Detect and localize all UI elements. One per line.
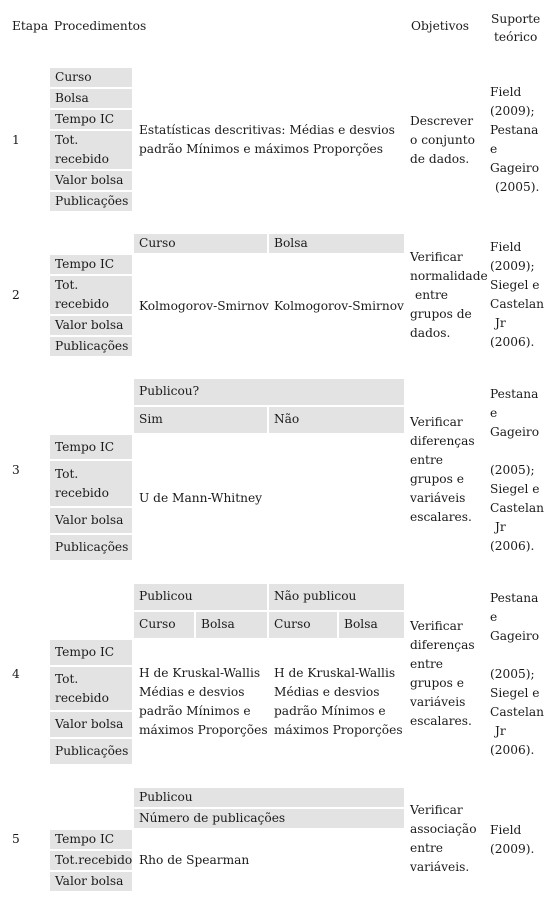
variable-cell: Curso (50, 68, 132, 87)
support-text: Field (2009). (490, 823, 535, 856)
variable-cell: Tot. recebido (50, 131, 132, 169)
variable-cell: Tempo IC (50, 255, 132, 274)
procedure-text: H de Kruskal-Wallis Médias e desvios padrão Mínimos e máximos Proporções (274, 666, 403, 737)
variable-cell: Valor bolsa (50, 872, 132, 891)
subgroup-header-cell: Bolsa (196, 612, 267, 638)
variable-cell: Valor bolsa (50, 171, 132, 190)
procedure-text: padrão Mínimos e máximos Proporções (139, 142, 383, 156)
support-text: Field (2009); Pestana e Gageiro (2005). (490, 85, 540, 194)
group-header-cell: Bolsa (269, 234, 404, 253)
procedure-text: U de Mann-Whitney (139, 491, 263, 505)
variable-cell: Bolsa (50, 89, 132, 108)
variable-cell: Tot.recebido (50, 851, 132, 870)
variable-cell: Tempo IC (50, 640, 132, 665)
col-header-procedimentos: Procedimentos (54, 19, 147, 33)
subgroup-header-cell: Curso (269, 612, 337, 638)
objective-text: Verificar normalidade entre grupos de dados. (410, 250, 488, 340)
group-header-cell: Publicou (134, 788, 404, 807)
objective-text: Verificar diferenças entre grupos e variáveis escalares. (410, 619, 475, 728)
group-header-cell: Não (269, 407, 404, 433)
procedure-text: Estatísticas descritivas: Médias e desvios (139, 123, 395, 137)
group-header-cell: Publicou (134, 584, 267, 610)
variable-cell: Valor bolsa (50, 508, 132, 533)
support-text: Pestana e Gageiro (2005); Siegel e Castelan Jr (2006). (490, 387, 544, 553)
stage-number: 3 (12, 463, 20, 477)
variable-cell: Tot. recebido (50, 276, 132, 314)
group-header-cell: Número de publicações (134, 809, 404, 828)
group-header-cell: Sim (134, 407, 267, 433)
subgroup-header-cell: Curso (134, 612, 194, 638)
procedure-text: Kolmogorov-Smirnov (274, 299, 404, 313)
variable-cell: Tot. recebido (50, 461, 132, 506)
stage-number: 2 (12, 288, 20, 302)
support-text: Pestana e Gageiro (2005); Siegel e Castelan Jr (2006). (490, 591, 544, 757)
col-header-suporte-1: Suporte (491, 12, 541, 26)
group-header-cell: Não publicou (269, 584, 404, 610)
subgroup-header-cell: Bolsa (339, 612, 404, 638)
variable-cell: Tempo IC (50, 110, 132, 129)
col-header-objetivos: Objetivos (411, 19, 470, 33)
variable-cell: Publicações (50, 192, 132, 211)
stage-number: 4 (12, 667, 20, 681)
col-header-etapa: Etapa (12, 19, 49, 33)
objective-text: Verificar associação entre variáveis. (410, 803, 477, 874)
variable-cell: Publicações (50, 337, 132, 356)
stage-number: 5 (12, 832, 20, 846)
variable-cell: Valor bolsa (50, 316, 132, 335)
objective-text: Descrever o conjunto de dados. (410, 114, 475, 166)
variable-cell: Publicações (50, 535, 132, 560)
variable-cell: Tempo IC (50, 830, 132, 849)
objective-text: Verificar diferenças entre grupos e variáveis escalares. (410, 415, 475, 524)
support-text: Field (2009); Siegel e Castelan Jr (2006). (490, 240, 544, 349)
col-header-suporte-2: teórico (494, 30, 538, 44)
variable-cell: Valor bolsa (50, 712, 132, 737)
variable-cell: Tempo IC (50, 435, 132, 459)
group-header-cell: Publicou? (134, 379, 404, 405)
procedure-text: Rho de Spearman (139, 853, 250, 867)
procedure-text: Kolmogorov-Smirnov (139, 299, 269, 313)
variable-cell: Publicações (50, 739, 132, 764)
procedure-text: H de Kruskal-Wallis Médias e desvios padrão Mínimos e máximos Proporções (139, 666, 268, 737)
variable-cell: Tot. recebido (50, 667, 132, 710)
stage-number: 1 (12, 133, 20, 147)
group-header-cell: Curso (134, 234, 267, 253)
